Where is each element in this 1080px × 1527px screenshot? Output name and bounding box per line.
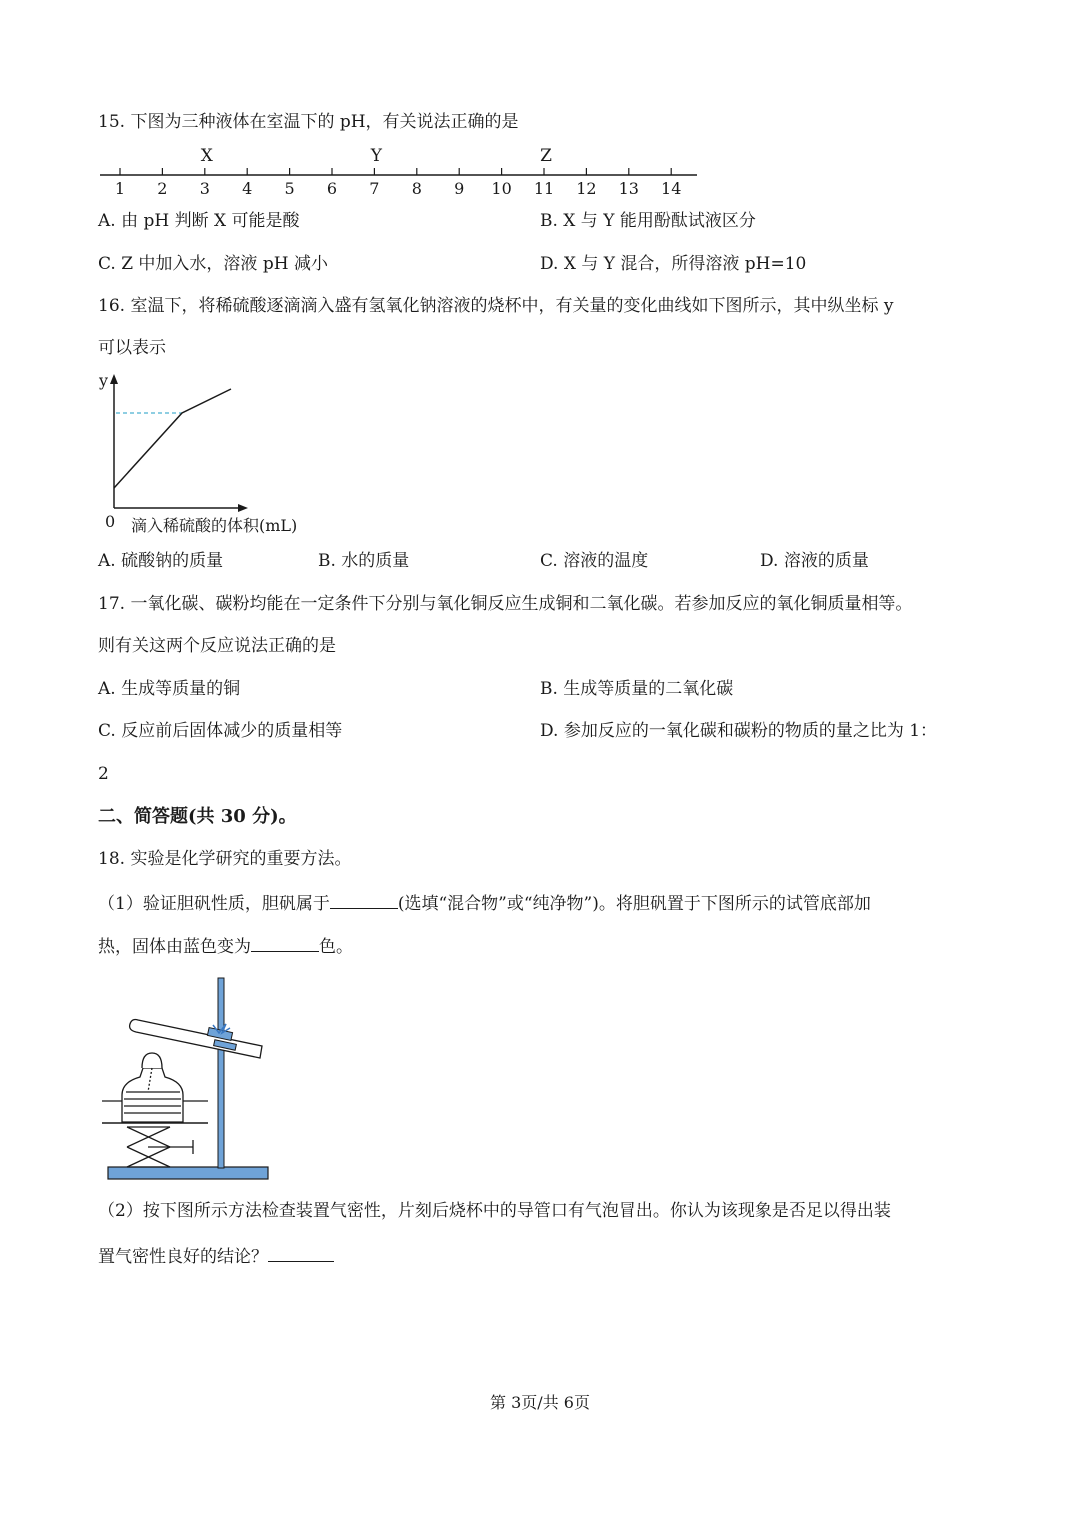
q17-option-a[interactable]: A. 生成等质量的铜 (98, 679, 241, 699)
ph-tick-label: 3 (199, 179, 210, 198)
q16-chart-x-label: 滴入稀硫酸的体积(mL) (131, 516, 298, 535)
ph-marker-z: Z (540, 146, 552, 166)
q16-stem-line1: 16. 室温下，将稀硫酸逐滴滴入盛有氢氧化钠溶液的烧杯中，有关量的变化曲线如下图所示，其中纵坐标 y (98, 296, 894, 316)
q17-option-d[interactable]: D. 参加反应的一氧化碳和碳粉的物质的量之比为 1： (540, 721, 938, 741)
q16-chart-y-label: y (99, 371, 109, 390)
ph-tick-label: 4 (242, 179, 253, 198)
q18-answer-blank-3[interactable] (268, 1246, 334, 1262)
q15-option-c[interactable]: C. Z 中加入水，溶液 pH 减小 (98, 254, 328, 274)
q18-stem: 18. 实验是化学研究的重要方法。 (98, 849, 352, 869)
q18-part1-text-a: （1）验证胆矾性质，胆矾属于 (98, 894, 330, 914)
q17-stem-line2: 则有关这两个反应说法正确的是 (98, 636, 336, 656)
ph-tick-label: 5 (284, 179, 295, 198)
ph-tick-label: 1 (114, 179, 126, 198)
ph-tick-label: 6 (326, 179, 338, 198)
alcohol-lamp (122, 1053, 183, 1122)
q18-part1-text-d: 色。 (319, 937, 353, 957)
section-title: 二、简答题(共 30 分)。 (98, 806, 297, 827)
q18-part2-line1: （2）按下图所示方法检查装置气密性，片刻后烧杯中的导管口有气泡冒出。你认为该现象是否足以得出装 (98, 1201, 891, 1221)
q17-option-b[interactable]: B. 生成等质量的二氧化碳 (540, 679, 734, 699)
ph-tick-label: 12 (576, 179, 597, 198)
q16-stem-line2: 可以表示 (98, 338, 166, 358)
page-number: 第 3页/共 6页 (490, 1393, 590, 1412)
ph-tick-label: 11 (533, 179, 555, 198)
q17-stem-line1: 17. 一氧化碳、碳粉均能在一定条件下分别与氧化铜反应生成铜和二氧化碳。若参加反应的氧化铜质量相等。 (98, 594, 913, 614)
q18-part2-text: 置气密性良好的结论？ (98, 1247, 268, 1267)
ph-tick-label: 14 (661, 179, 682, 198)
lab-jack (127, 1127, 193, 1167)
ph-tick-label: 7 (369, 179, 380, 198)
q15-stem: 15. 下图为三种液体在室温下的 pH，有关说法正确的是 (98, 112, 519, 132)
q17-option-c[interactable]: C. 反应前后固体减少的质量相等 (98, 721, 343, 741)
iron-stand-base (108, 1167, 268, 1179)
ph-marker-x: X (200, 146, 213, 166)
q15-option-d[interactable]: D. X 与 Y 混合，所得溶液 pH=10 (540, 254, 807, 274)
iron-stand-rod (218, 978, 224, 1168)
q18-part1-text-b: (选填“混合物”或“纯净物”)。将胆矾置于下图所示的试管底部加 (397, 894, 871, 914)
q18-part2-line2 (98, 1246, 334, 1266)
ph-tick-label: 10 (491, 179, 512, 198)
q17-option-d-continued: 2 (98, 764, 109, 784)
test-tube (130, 1020, 262, 1059)
ph-tick-label: 9 (454, 179, 465, 198)
q15-option-a[interactable]: A. 由 pH 判断 X 可能是酸 (98, 211, 300, 231)
q16-option-c[interactable]: C. 溶液的温度 (540, 551, 649, 571)
q16-option-d[interactable]: D. 溶液的质量 (760, 551, 869, 571)
q16-option-a[interactable]: A. 硫酸钠的质量 (98, 551, 224, 571)
ph-tick-label: 8 (411, 179, 422, 198)
q15-option-b[interactable]: B. X 与 Y 能用酚酞试液区分 (540, 211, 756, 231)
ph-marker-y: Y (370, 146, 383, 166)
ph-tick-label: 13 (618, 179, 639, 198)
ph-tick-label: 2 (157, 179, 168, 198)
q16-option-b[interactable]: B. 水的质量 (318, 551, 410, 571)
q18-part1-text-c: 热，固体由蓝色变为 (98, 937, 251, 957)
q16-chart-origin-label: 0 (105, 512, 116, 531)
